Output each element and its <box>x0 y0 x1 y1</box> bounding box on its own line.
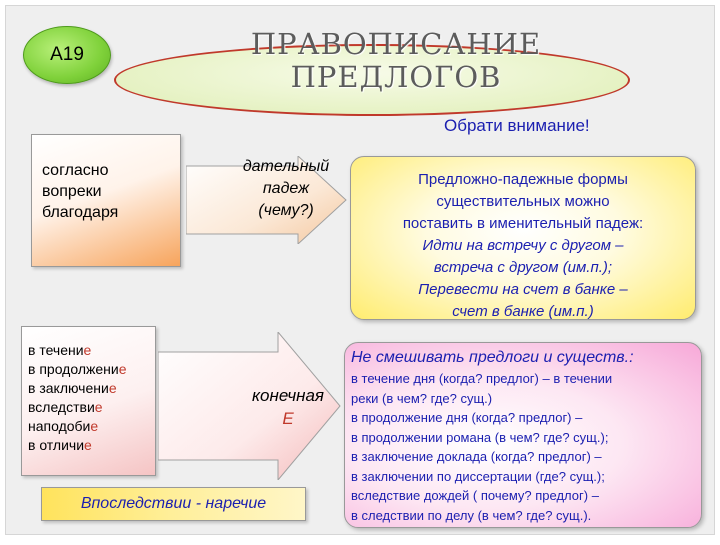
note-example: Перевести на счет в банке – <box>418 281 628 298</box>
ending-word: конечная <box>251 386 325 405</box>
note-example: встреча с другом (им.п.); <box>433 259 613 276</box>
slide <box>5 5 715 535</box>
preposition-word: вследствие <box>28 399 103 415</box>
title-line-1: ПРАВОПИСАНИЕ <box>250 27 542 61</box>
dative-prepositions-box <box>31 134 181 267</box>
ending-label <box>236 384 340 430</box>
nominative-note-box <box>350 156 696 320</box>
example-line: в течение дня (когда? предлог) – в течении <box>351 371 613 386</box>
note-example: счет в банке (им.п.) <box>452 303 594 320</box>
do-not-confuse-box <box>344 342 702 528</box>
preposition-word: в заключение <box>28 380 117 396</box>
example-line: в следствии по делу (в чем? где? сущ.). <box>351 507 592 523</box>
case-line: (чему?) <box>258 202 314 219</box>
slide-title <box>196 28 596 94</box>
example-line: в заключение доклада (когда? предлог) – <box>351 449 602 464</box>
note-example: Идти на встречу с другом – <box>422 237 624 254</box>
preposition-word: согласно <box>42 162 109 179</box>
do-not-confuse-heading: Не смешивать предлоги и существ.: <box>351 349 634 366</box>
note-line: существительных можно <box>436 193 610 210</box>
preposition-word: в течение <box>28 342 92 358</box>
preposition-word: в продолжение <box>28 361 127 377</box>
note-line: поставить в именительный падеж: <box>402 215 644 232</box>
attention-note: Обрати внимание! <box>444 116 590 135</box>
case-line: падеж <box>262 180 310 197</box>
preposition-word: в отличие <box>28 437 92 453</box>
title-line-2: ПРЕДЛОГОВ <box>290 60 502 94</box>
e-ending-prepositions-box <box>21 326 156 476</box>
example-line: в продолжение дня (когда? предлог) – <box>351 410 583 425</box>
adverb-note: Впоследствии - наречие <box>41 487 306 521</box>
dative-case-label <box>234 156 338 222</box>
ending-letter: Е <box>282 409 294 428</box>
preposition-word: вопреки <box>42 183 102 200</box>
example-line: в заключении по диссертации (где? сущ.); <box>351 468 605 484</box>
case-line: дательный <box>242 158 330 175</box>
note-line: Предложно-падежные формы <box>418 171 628 188</box>
task-badge: А19 <box>23 26 111 84</box>
preposition-word: благодаря <box>42 204 119 221</box>
example-line: в продолжении романа (в чем? где? сущ.); <box>351 429 609 445</box>
example-line: вследствие дождей ( почему? предлог) – <box>351 488 599 503</box>
preposition-word: наподобие <box>28 418 99 434</box>
example-line: реки (в чем? где? сущ.) <box>351 390 493 406</box>
